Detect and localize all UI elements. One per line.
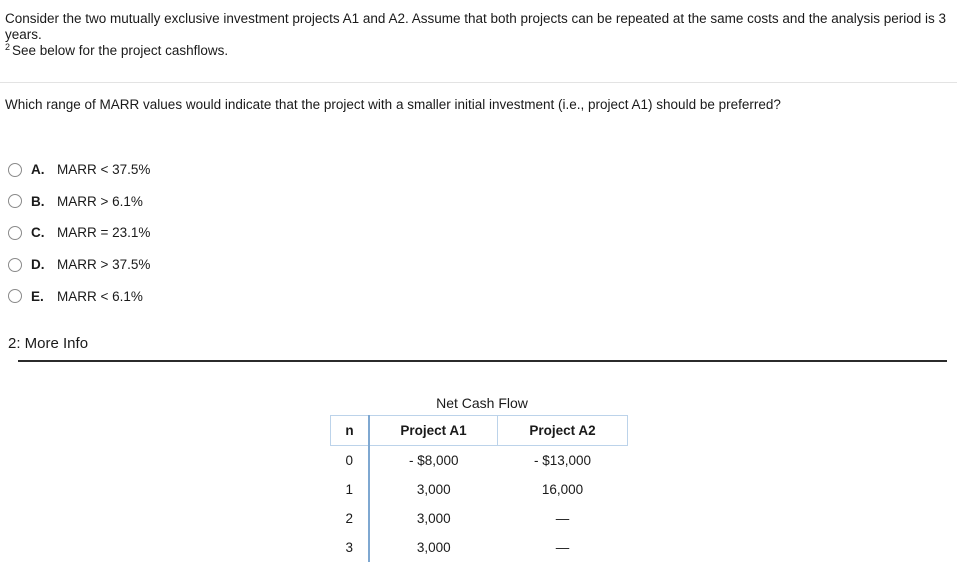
header-n: n — [331, 416, 370, 446]
problem-intro — [5, 11, 950, 59]
cell-a2: — — [555, 511, 570, 526]
more-info-divider — [18, 360, 947, 362]
cell-n: 3 — [331, 533, 370, 562]
option-a[interactable] — [8, 154, 150, 186]
table-row — [331, 504, 628, 533]
option-letter: D. — [31, 257, 45, 273]
table-row — [331, 446, 628, 476]
option-letter: A. — [31, 162, 45, 178]
cell-n: 0 — [331, 446, 370, 476]
radio-button-d[interactable] — [8, 258, 22, 272]
option-e[interactable] — [8, 280, 150, 312]
option-b[interactable] — [8, 186, 150, 218]
cashflow-table — [330, 415, 628, 562]
radio-button-b[interactable] — [8, 194, 22, 208]
header-project-a1: Project A1 — [369, 416, 498, 446]
question-text: Which range of MARR values would indicate that the project with a smaller initial investment (i.e., project A1) should be preferred? — [5, 97, 781, 112]
option-c[interactable] — [8, 217, 150, 249]
cell-a1: - $8,000 — [408, 453, 459, 468]
footnote-marker: 2 — [5, 41, 11, 52]
option-text: MARR < 6.1% — [57, 288, 143, 304]
option-text: MARR > 6.1% — [57, 193, 143, 209]
cell-a2: - $13,000 — [533, 453, 592, 468]
option-text: MARR = 23.1% — [57, 225, 151, 241]
header-project-a2: Project A2 — [498, 416, 628, 446]
table-title: Net Cash Flow — [436, 395, 528, 411]
cell-a2: — — [555, 540, 570, 555]
option-letter: E. — [31, 288, 44, 304]
more-info-heading: 2: More Info — [8, 335, 89, 352]
cell-n: 2 — [331, 504, 370, 533]
answer-options — [8, 154, 150, 312]
table-row — [331, 475, 628, 504]
radio-button-a[interactable] — [8, 163, 22, 177]
table-header-row — [331, 416, 628, 446]
option-d[interactable] — [8, 249, 150, 281]
option-text: MARR < 37.5% — [57, 162, 151, 178]
radio-button-c[interactable] — [8, 226, 22, 240]
cell-a1: 3,000 — [416, 511, 451, 526]
cell-a1: 3,000 — [416, 540, 451, 555]
table-row — [331, 533, 628, 562]
cell-a2: 16,000 — [541, 482, 584, 497]
section-divider — [0, 82, 957, 83]
option-text: MARR > 37.5% — [57, 257, 151, 273]
option-letter: C. — [31, 225, 45, 241]
intro-line-1: Consider the two mutually exclusive investment projects A1 and A2. Assume that both projects can be repeated at the same costs and the analysis period is 3 years. — [5, 11, 947, 42]
option-letter: B. — [31, 193, 45, 209]
cell-n: 1 — [331, 475, 370, 504]
radio-button-e[interactable] — [8, 289, 22, 303]
cell-a1: 3,000 — [416, 482, 451, 497]
intro-line-2: See below for the project cashflows. — [12, 43, 229, 58]
